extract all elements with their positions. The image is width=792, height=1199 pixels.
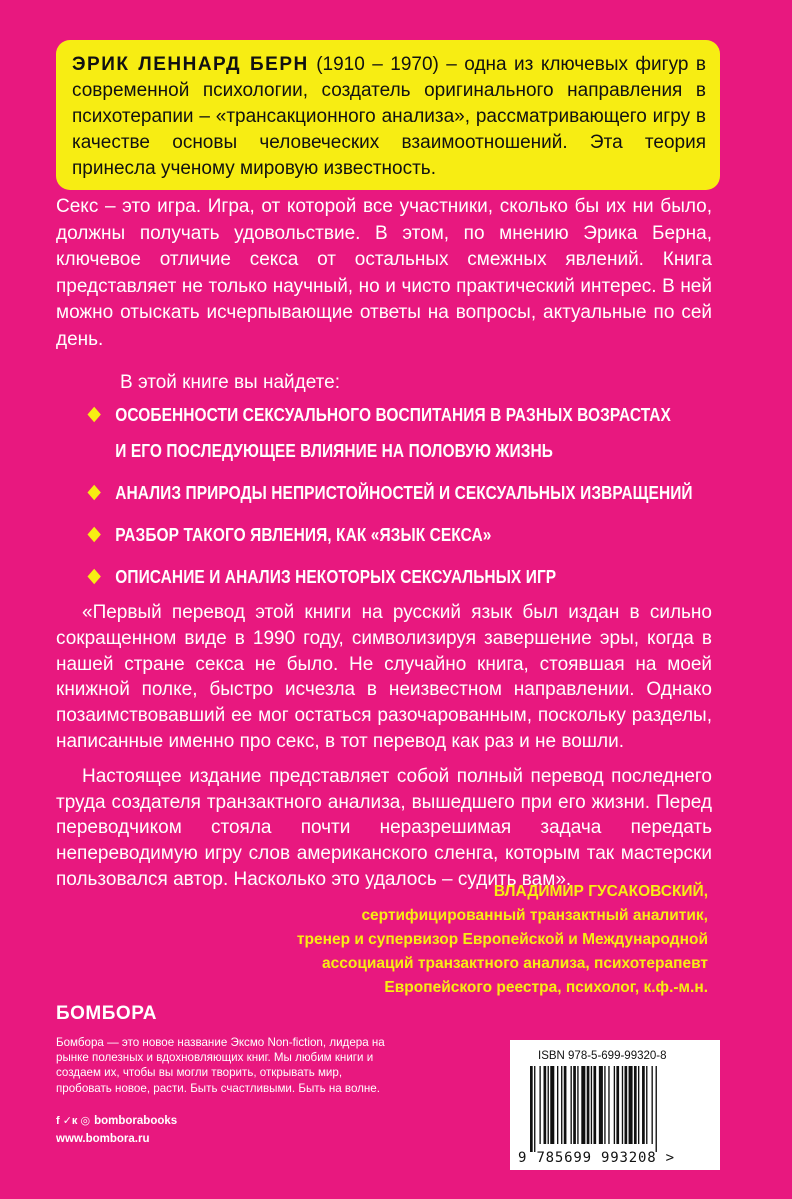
intro-paragraph: Секс – это игра. Игра, от которой все участники, сколько бы их ни было, должны получать удовольствие. В этом, по мнению Эрика Берна, ключевое отличие секса от остальных смежных явлений. Книга представляет не только научный, но и чисто практический интерес. В ней можно отыскать исчерпывающие ответы на вопросы, актуальные по сей день. xyxy=(56,196,712,350)
author-bio-box xyxy=(56,40,720,190)
signature-line: сертифицированный транзактный аналитик, xyxy=(361,907,708,924)
diamond-bullet-icon xyxy=(87,485,100,501)
diamond-bullet-icon xyxy=(87,569,100,585)
review-quote xyxy=(56,600,712,902)
signature-line: тренер и супервизор Европейской и Международной xyxy=(296,931,708,948)
publisher-website: www.bombora.ru xyxy=(56,1133,150,1145)
feature-item-continuation: И ЕГО ПОСЛЕДУЮЩЕЕ ВЛИЯНИЕ НА ПОЛОВУЮ ЖИЗНЬ xyxy=(115,441,553,461)
feature-item: ОПИСАНИЕ И АНАЛИЗ НЕКОТОРЫХ СЕКСУАЛЬНЫХ ИГР xyxy=(86,559,654,595)
feature-list xyxy=(86,397,746,595)
diamond-bullet-icon xyxy=(87,527,100,543)
barcode-icon xyxy=(526,1066,708,1152)
diamond-bullet-icon xyxy=(87,407,100,423)
author-bio-text: (1910 – 1970) – одна из ключевых фигур в современной психологии, создатель оригинального направления в психотерапии – «трансакционного анализа», рассматривающего игру в качестве основы человеческих взаимоотношений. Эта теория принесла ученому мировую известность. xyxy=(72,54,706,179)
publisher-logo: БОМБОРА xyxy=(56,1003,157,1024)
feature-item: ОСОБЕННОСТИ СЕКСУАЛЬНОГО ВОСПИТАНИЯ В РАЗНЫХ ВОЗРАСТАХ xyxy=(86,397,654,433)
quote-paragraph: Настоящее издание представляет собой полный перевод последнего труда создателя транзактного анализа, вышедшего при его жизни. Перед переводчиком стояла почти неразрешимая задача передать непереводимую игру слов американского сленга, которым так мастерски пользовался автор. Насколько это удалось – судить вам». xyxy=(56,765,712,890)
isbn-label: ISBN 978-5-699-99320-8 xyxy=(538,1050,667,1062)
barcode-box xyxy=(510,1040,720,1170)
social-handle xyxy=(56,1114,177,1127)
signature-line: Европейского реестра, психолог, к.ф.-м.н. xyxy=(384,979,708,996)
barcode-digits: 9 785699 993208 > xyxy=(518,1150,675,1166)
author-name: ЭРИК ЛЕННАРД БЕРН xyxy=(72,54,309,75)
quote-paragraph: «Первый перевод этой книги на русский язык был издан в сильно сокращенном виде в 1990 году, символизируя завершение эры, когда в нашей стране секса не было. Не случайно книга, стоявшая на моей книжной полке, быстро исчезла в неизвестном направлении. Однако позаимствовавший ее мог остаться разочарованным, поскольку разделы, написанные именно про секс, в тот перевод как раз и не вошли. xyxy=(56,602,712,752)
social-icons: f ✓к ◎ xyxy=(56,1115,91,1127)
feature-item: АНАЛИЗ ПРИРОДЫ НЕПРИСТОЙНОСТЕЙ И СЕКСУАЛЬНЫХ ИЗВРАЩЕНИЙ xyxy=(86,475,654,511)
feature-item: РАЗБОР ТАКОГО ЯВЛЕНИЯ, КАК «ЯЗЫК СЕКСА» xyxy=(86,517,654,553)
signature-name: ВЛАДИМИР ГУСАКОВСКИЙ, xyxy=(493,883,708,900)
social-name: bomborabooks xyxy=(94,1114,178,1127)
quote-signature xyxy=(188,880,708,1000)
signature-line: ассоциаций транзактного анализа, психотерапевт xyxy=(321,955,708,972)
find-title: В этой книге вы найдете: xyxy=(120,372,341,393)
publisher-description: Бомбора — это новое название Эксмо Non-fiction, лидера на рынке полезных и вдохновляющих книг. Мы любим книги и создаем их, чтобы вы могли творить, открывать мир, пробовать новое, расти. Быть счастливыми. Быть на волне. xyxy=(56,1036,385,1095)
